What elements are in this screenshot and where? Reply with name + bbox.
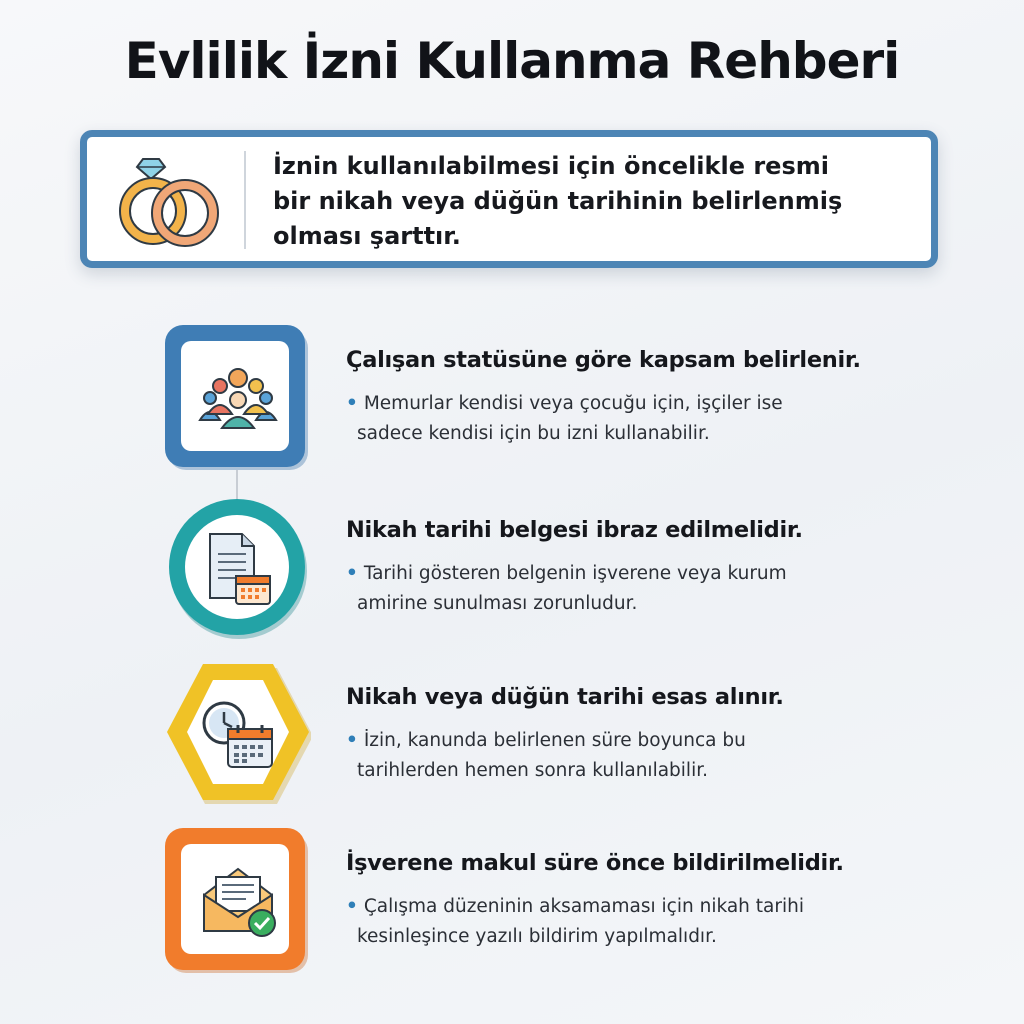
intro-line: bir nikah veya düğün tarihinin belirlenmiş [273,187,843,215]
bullet-icon: • [346,896,358,917]
desc-line: Tarihi gösteren belgenin işverene veya kurum [363,563,787,584]
people-group-icon [198,358,278,438]
desc-line: tarihlerden hemen sonra kullanılabilir. [357,760,708,781]
bullet-icon: • [346,393,358,414]
desc-line: sadece kendisi için bu izni kullanabilir. [357,423,710,444]
step-badge [165,325,311,471]
intro-line: olması şarttır. [273,222,461,250]
clock-calendar-icon [198,695,278,775]
desc-line: İzin, kanunda belirlenen süre boyunca bu [363,730,746,751]
page-title: Evlilik İzni Kullanma Rehberi [124,32,900,90]
step-heading: Nikah tarihi belgesi ibraz edilmelidir. [346,517,803,543]
desc-line: kesinleşince yazılı bildirim yapılmalıdır. [357,926,717,947]
step-item-date [0,662,1024,812]
step-description [346,892,906,952]
bullet-icon: • [346,563,358,584]
step-description [346,389,906,449]
step-item-status [0,325,1024,475]
desc-line: Memurlar kendisi veya çocuğu için, işçiler ise [363,393,783,414]
step-item-notice [0,828,1024,978]
step-badge [165,662,311,808]
desc-line: Çalışma düzeninin aksamaması için nikah tarihi [363,896,804,917]
step-item-document [0,495,1024,645]
step-description [346,726,906,786]
bullet-icon: • [346,730,358,751]
step-description [346,559,906,619]
step-badge [165,495,311,641]
intro-line: İznin kullanılabilmesi için öncelikle resmi [273,152,829,180]
step-heading: Çalışan statüsüne göre kapsam belirlenir. [346,347,861,373]
document-calendar-icon [198,528,278,608]
envelope-check-icon [198,861,278,941]
intro-text [273,149,923,254]
intro-divider [244,151,246,249]
intro-card [80,130,938,268]
step-heading: İşverene makul süre önce bildirilmelidir. [346,850,844,876]
desc-line: amirine sunulması zorunludur. [357,593,638,614]
step-badge [165,828,311,974]
wedding-rings-icon [109,151,229,247]
step-heading: Nikah veya düğün tarihi esas alınır. [346,684,784,710]
